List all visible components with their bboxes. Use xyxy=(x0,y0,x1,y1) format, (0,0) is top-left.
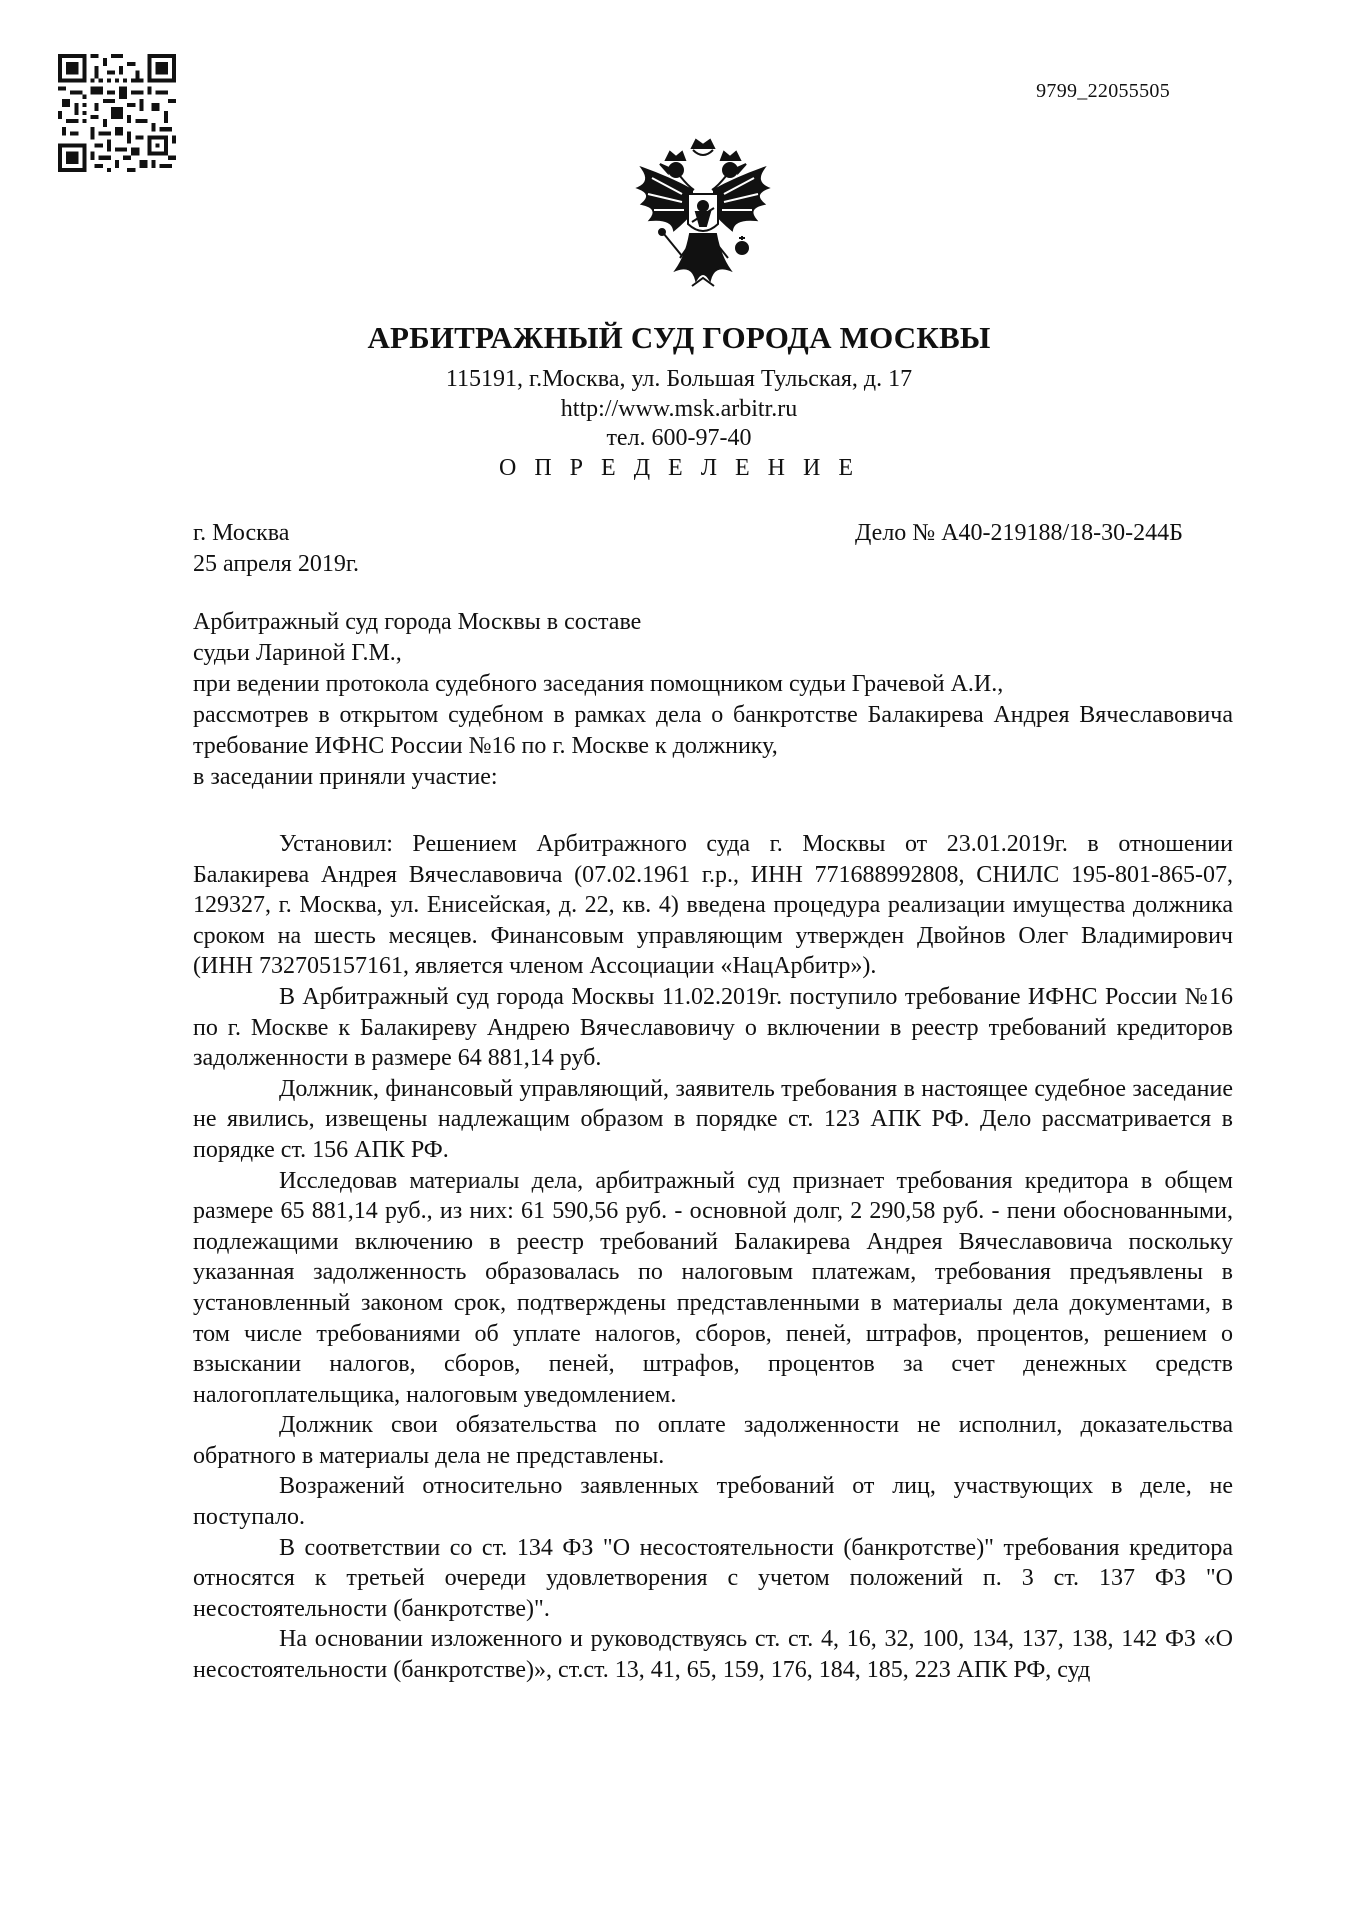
document-date: 25 апреля 2019г. xyxy=(193,551,359,577)
intro-line: рассмотрев в открытом судебном в рамках дела о банкротстве Балакирева Андрея Вячеславовича требование ИФНС России №16 по г. Москве к должнику, xyxy=(193,702,1233,759)
body-paragraph: В соответствии со ст. 134 ФЗ "О несостоятельности (банкротстве)" требования кредитора относятся к третьей очереди удовлетворения с учетом положений п. 3 ст. 137 ФЗ "О несостоятельности (банкротстве)". xyxy=(193,1534,1233,1622)
document-id: 9799_22055505 xyxy=(1036,80,1170,102)
case-number: Дело № А40-219188/18-30-244Б xyxy=(855,520,1183,546)
body-paragraph: В Арбитражный суд города Москвы 11.02.2019г. поступило требование ИФНС России №16 по г. Москве к Балакиреву Андрею Вячеславовичу о включении в реестр требований кредиторов задолженности в размере 64 881,14 руб. xyxy=(193,983,1233,1072)
body-paragraph: На основании изложенного и руководствуясь ст. ст. 4, 16, 32, 100, 134, 137, 138, 142 ФЗ «О несостоятельности (банкротстве)», ст.ст. 13, 41, 65, 159, 176, 184, 185, 223 АПК РФ, суд xyxy=(193,1626,1233,1684)
intro-block xyxy=(193,607,1233,793)
document-title: О П Р Е Д Е Л Е Н И Е xyxy=(499,455,859,481)
court-phone: тел. 600-97-40 xyxy=(606,425,752,451)
court-name: АРБИТРАЖНЫЙ СУД ГОРОДА МОСКВЫ xyxy=(367,320,991,355)
double-headed-eagle-emblem-icon xyxy=(630,138,776,296)
body-paragraph: Исследовав материалы дела, арбитражный суд признает требования кредитора в общем размере 65 881,14 руб., из них: 61 590,56 руб. - основной долг, 2 290,58 руб. - пени обоснованными, подлежащими включению в реестр требований Балакирева Андрея Вячеславовича поскольку указанная задолженность образовалась по налоговым платежам, требования предъявлены в установленный законом срок, подтверждены представленными в материалы дела документами, в том числе требованиями об уплате налогов, сборов, пеней, штрафов, процентов, решением о взыскании налогов, сборов, пеней, штрафов, процентов за счет денежных средств налогоплательщика, налоговым уведомлением. xyxy=(193,1167,1233,1408)
court-website: http://www.msk.arbitr.ru xyxy=(560,396,798,422)
document-body xyxy=(193,829,1233,1686)
body-paragraph: Должник свои обязательства по оплате задолженности не исполнил, доказательства обратного в материалы дела не представлены. xyxy=(193,1412,1233,1469)
court-address: 115191, г.Москва, ул. Большая Тульская, д. 17 xyxy=(445,366,913,392)
document-city: г. Москва xyxy=(193,520,290,546)
intro-line: в заседании приняли участие: xyxy=(193,764,498,790)
document-place-date xyxy=(193,518,359,580)
qr-code-icon xyxy=(58,54,176,172)
body-paragraph: Установил: Решением Арбитражного суда г. Москвы от 23.01.2019г. в отношении Балакирева Андрея Вячеславовича (07.02.1961 г.р., ИНН 771688992808, СНИЛС 195-801-865-07, 129327, г. Москва, ул. Енисейская, д. 22, кв. 4) введена процедура реализации имущества должника сроком на шесть месяцев. Финансовым управляющим утвержден Двойнов Олег Владимирович (ИНН 732705157161, является членом Ассоциации «НацАрбитр»). xyxy=(193,831,1233,980)
intro-line: при ведении протокола судебного заседания помощником судьи Грачевой А.И., xyxy=(193,671,1004,697)
intro-line: Арбитражный суд города Москвы в составе xyxy=(193,609,642,635)
body-paragraph: Должник, финансовый управляющий, заявитель требования в настоящее судебное заседание не явились, извещены надлежащим образом в порядке ст. 123 АПК РФ. Дело рассматривается в порядке ст. 156 АПК РФ. xyxy=(193,1075,1233,1163)
body-paragraph: Возражений относительно заявленных требований от лиц, участвующих в деле, не поступало. xyxy=(193,1473,1233,1531)
intro-line: судьи Лариной Г.М., xyxy=(193,640,402,666)
